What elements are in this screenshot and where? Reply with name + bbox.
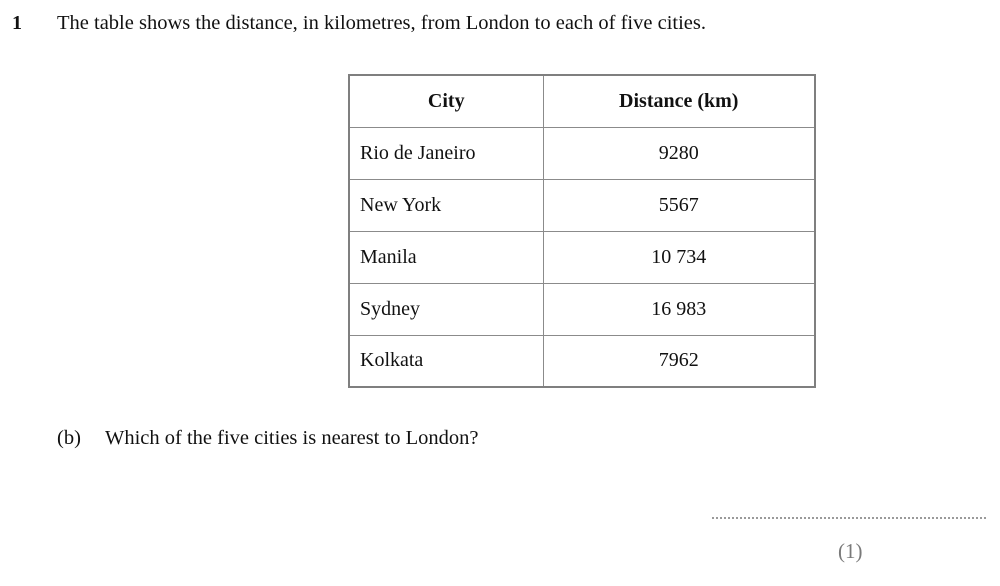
distance-table-wrapper [348,74,816,388]
cell-distance: 5567 [543,179,815,231]
part-b-label: (b) [57,427,81,449]
answer-dotted-line[interactable] [712,516,986,519]
table-head [349,75,815,127]
cell-city: Manila [349,231,543,283]
cell-distance: 10 734 [543,231,815,283]
cell-city: Sydney [349,283,543,335]
cell-distance: 7962 [543,335,815,387]
table-row [349,127,815,179]
question-stem: The table shows the distance, in kilometres, from London to each of five cities. [57,12,706,34]
table-body [349,127,815,387]
table-header-distance: Distance (km) [543,75,815,127]
table-header-row [349,75,815,127]
table-row [349,335,815,387]
cell-distance: 9280 [543,127,815,179]
cell-city: New York [349,179,543,231]
cell-distance: 16 983 [543,283,815,335]
table-row [349,231,815,283]
cell-city: Kolkata [349,335,543,387]
part-b-text: Which of the five cities is nearest to London? [105,427,479,449]
table-row [349,179,815,231]
cell-city: Rio de Janeiro [349,127,543,179]
table-header-city: City [349,75,543,127]
distance-table [348,74,816,388]
question-number: 1 [12,12,22,34]
marks-allocation: (1) [838,539,863,563]
table-row [349,283,815,335]
part-b [57,427,478,450]
